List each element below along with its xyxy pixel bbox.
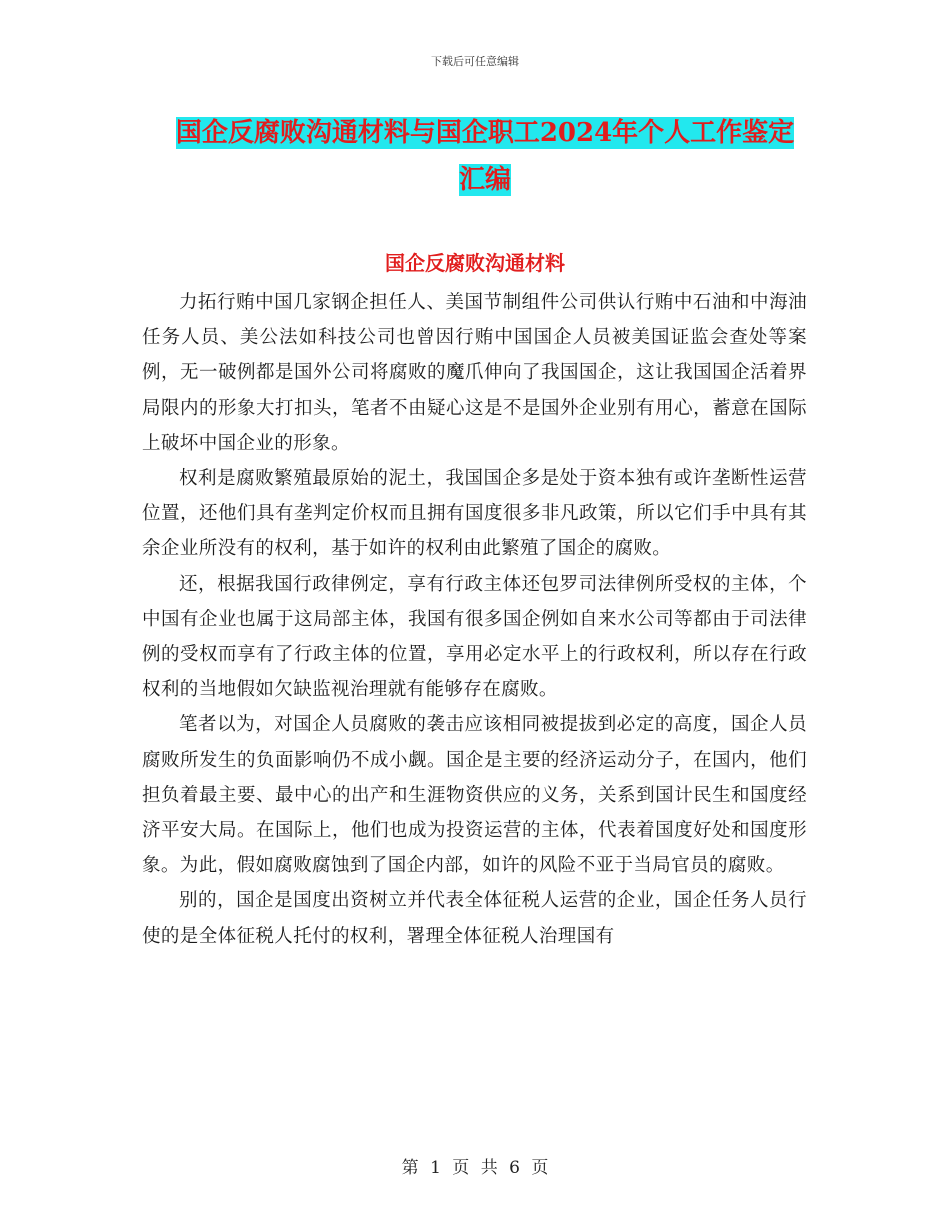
- paragraph: 笔者以为，对国企人员腐败的袭击应该相同被提拔到必定的高度，国企人员腐败所发生的负面影响仍不成小觑。国企是主要的经济运动分子，在国内，他们担负着最主要、最中心的出产和生涯物资供应的义务，关系到国计民生和国度经济平安大局。在国际上，他们也成为投资运营的主体，代表着国度好处和国度形象。为此，假如腐败腐蚀到了国企内部，如许的风险不亚于当局官员的腐败。: [142, 714, 807, 877]
- document-title-line-2: 汇编: [458, 165, 511, 195]
- document-title-line-1: 国企反腐败沟通材料与国企职工2024年个人工作鉴定: [175, 118, 795, 148]
- body-text: [142, 285, 807, 954]
- section-title: 国企反腐败沟通材料: [385, 251, 565, 275]
- paragraph: 权利是腐败繁殖最原始的泥土，我国国企多是处于资本独有或许垄断性运营位置，还他们具有垄判定价权而且拥有国度很多非凡政策，所以它们手中具有其余企业所没有的权利，基于如许的权利由此繁殖了国企的腐败。: [142, 468, 807, 560]
- paragraph: 还，根据我国行政律例定，享有行政主体还包罗司法律例所受权的主体，个中国有企业也属于这局部主体，我国有很多国企例如自来水公司等都由于司法律例的受权而享有了行政主体的位置，享用必定水平上的行政权利，所以存在行政权利的当地假如欠缺监视治理就有能够存在腐败。: [142, 573, 807, 701]
- document-title: [140, 110, 830, 204]
- paragraph: 力拓行贿中国几家钢企担任人、美国节制组件公司供认行贿中石油和中海油任务人员、美公法如科技公司也曾因行贿中国国企人员被美国证监会查处等案例，无一破例都是国外公司将腐败的魔爪伸向了我国国企，这让我国国企活着界局限内的形象大打扣头，笔者不由疑心这是不是国外企业别有用心，蓄意在国际上破坏中国企业的形象。: [142, 292, 807, 454]
- paragraph: 别的，国企是国度出资树立并代表全体征税人运营的企业，国企任务人员行使的是全体征税人托付的权利，署理全体征税人治理国有: [142, 890, 807, 947]
- page-number-footer: 第 1 页 共 6 页: [401, 1158, 549, 1178]
- header-note: 下载后可任意编辑: [431, 55, 519, 68]
